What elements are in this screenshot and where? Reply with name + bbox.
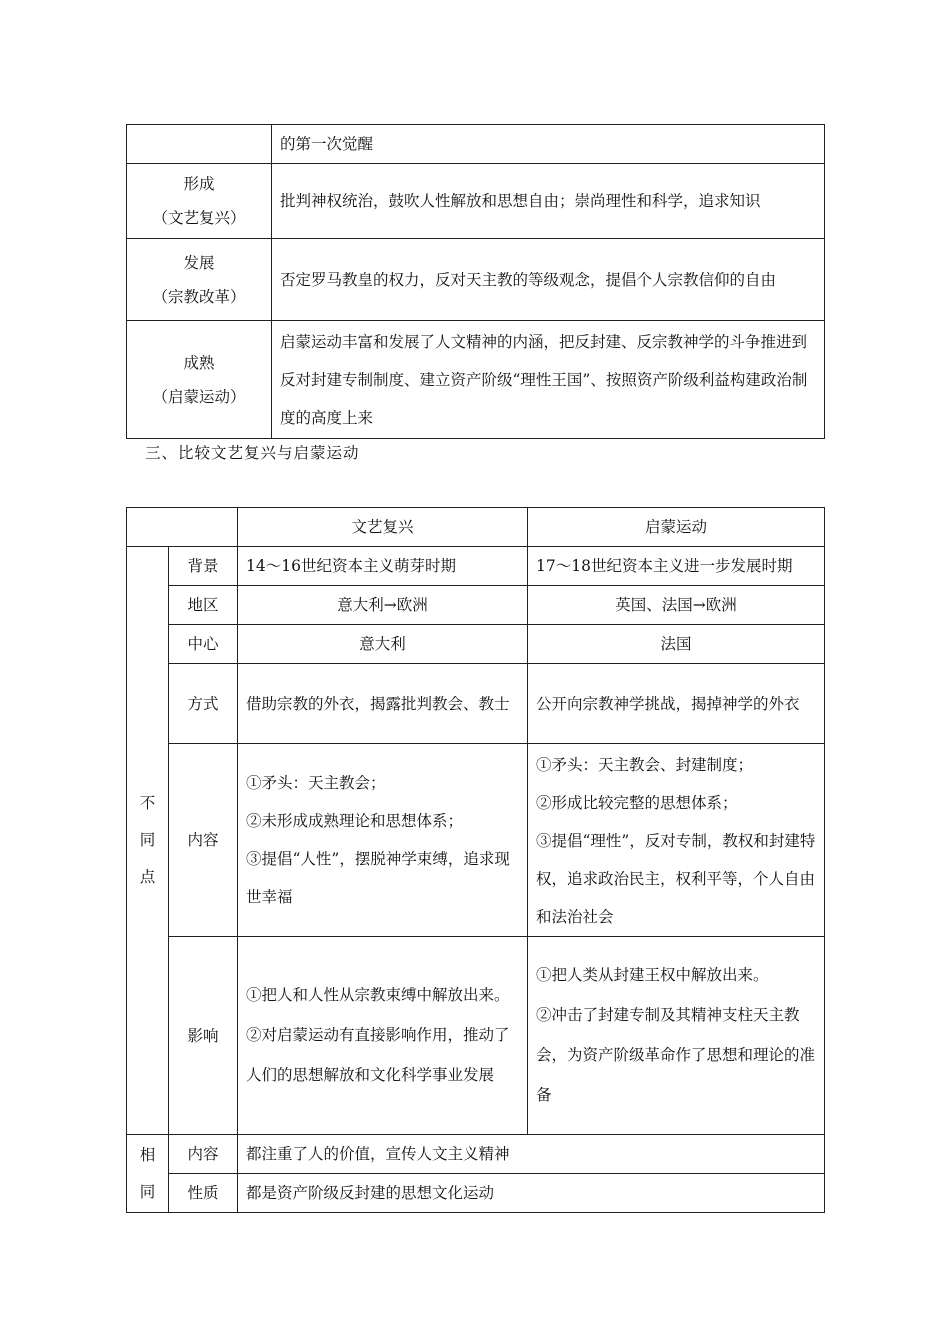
row-label: 内容 [169, 744, 238, 937]
table-row [127, 664, 825, 744]
enlightenment-method: 公开向宗教神学挑战，揭掉神学的外衣 [528, 664, 825, 744]
table-row [127, 586, 825, 625]
table-row [127, 125, 825, 164]
differences-group-label [127, 547, 169, 1135]
enlightenment-background: 17～18世纪资本主义进一步发展时期 [528, 547, 825, 586]
list-item: ③提倡“人性”，摆脱神学束缚，追求现世幸福 [246, 850, 510, 906]
table-row [127, 547, 825, 586]
renaissance-region: 意大利→欧洲 [238, 586, 528, 625]
enlightenment-region: 英国、法国→欧洲 [528, 586, 825, 625]
list-item: ①矛头：天主教会； [246, 774, 386, 792]
stage-content: 否定罗马教皇的权力，反对天主教的等级观念，提倡个人宗教信仰的自由 [272, 239, 825, 321]
table-row [127, 164, 825, 239]
same-content: 都注重了人的价值，宣传人文主义精神 [238, 1135, 825, 1174]
list-item: ①矛头：天主教会、封建制度； [536, 756, 754, 774]
stage-content: 的第一次觉醒 [272, 125, 825, 164]
renaissance-center: 意大利 [238, 625, 528, 664]
table-row [127, 239, 825, 321]
list-item: ③提倡“理性”，反对专制，教权和封建特权，追求政治民主，权利平等，个人自由和法治社会 [536, 832, 816, 926]
row-label: 背景 [169, 547, 238, 586]
group-char: 同 [139, 831, 156, 849]
row-label: 方式 [169, 664, 238, 744]
group-char: 不 [139, 794, 156, 812]
stage-sublabel: （文艺复兴） [152, 209, 246, 227]
same-nature: 都是资产阶级反封建的思想文化运动 [238, 1174, 825, 1213]
table-row [127, 1135, 825, 1174]
table-row [127, 937, 825, 1135]
row-label: 中心 [169, 625, 238, 664]
list-item: ①把人和人性从宗教束缚中解放出来。 [246, 985, 510, 1004]
renaissance-content [238, 744, 528, 937]
humanism-table [126, 124, 825, 439]
comparison-table [126, 507, 825, 1213]
stage-label: 形成 [183, 175, 215, 193]
section-title: 三、比较文艺复兴与启蒙运动 [145, 444, 360, 462]
renaissance-background: 14～16世纪资本主义萌芽时期 [238, 547, 528, 586]
stage-sublabel: （启蒙运动） [152, 387, 246, 406]
renaissance-influence [238, 937, 528, 1135]
stage-label-cell [127, 321, 272, 439]
table-row [127, 321, 825, 439]
header-renaissance: 文艺复兴 [238, 508, 528, 547]
group-char: 同 [139, 1182, 156, 1201]
corner-cell [127, 508, 238, 547]
group-char: 相 [139, 1145, 156, 1164]
stage-label-cell [127, 239, 272, 321]
header-enlightenment: 启蒙运动 [528, 508, 825, 547]
stage-content: 启蒙运动丰富和发展了人文精神的内涵，把反封建、反宗教神学的斗争推进到反对封建专制制度、建立资产阶级“理性王国”、按照资产阶级利益构建政治制度的高度上来 [272, 321, 825, 439]
row-label: 影响 [169, 937, 238, 1135]
list-item: ①把人类从封建王权中解放出来。 [536, 965, 769, 984]
list-item: ②对启蒙运动有直接影响作用，推动了人们的思想解放和文化科学事业发展 [246, 1025, 510, 1084]
table-row [127, 1174, 825, 1213]
stage-label-cell [127, 164, 272, 239]
table-row [127, 744, 825, 937]
similarities-group-label [127, 1135, 169, 1213]
list-item: ②冲击了封建专制及其精神支柱天主教会，为资产阶级革命作了思想和理论的准备 [536, 1005, 816, 1104]
list-item: ②形成比较完整的思想体系； [536, 794, 738, 812]
stage-label: 发展 [183, 253, 215, 272]
row-label: 地区 [169, 586, 238, 625]
enlightenment-content [528, 744, 825, 937]
stage-content: 批判神权统治，鼓吹人性解放和思想自由；崇尚理性和科学，追求知识 [272, 164, 825, 239]
table-header-row [127, 508, 825, 547]
renaissance-method: 借助宗教的外衣，揭露批判教会、教士 [238, 664, 528, 744]
stage-label: 成熟 [183, 353, 215, 372]
stage-label-cell [127, 125, 272, 164]
enlightenment-influence [528, 937, 825, 1135]
group-char: 点 [139, 868, 156, 886]
table-row [127, 625, 825, 664]
row-label: 内容 [169, 1135, 238, 1174]
list-item: ②未形成成熟理论和思想体系； [246, 812, 464, 830]
enlightenment-center: 法国 [528, 625, 825, 664]
stage-sublabel: （宗教改革） [152, 287, 246, 306]
row-label: 性质 [169, 1174, 238, 1213]
